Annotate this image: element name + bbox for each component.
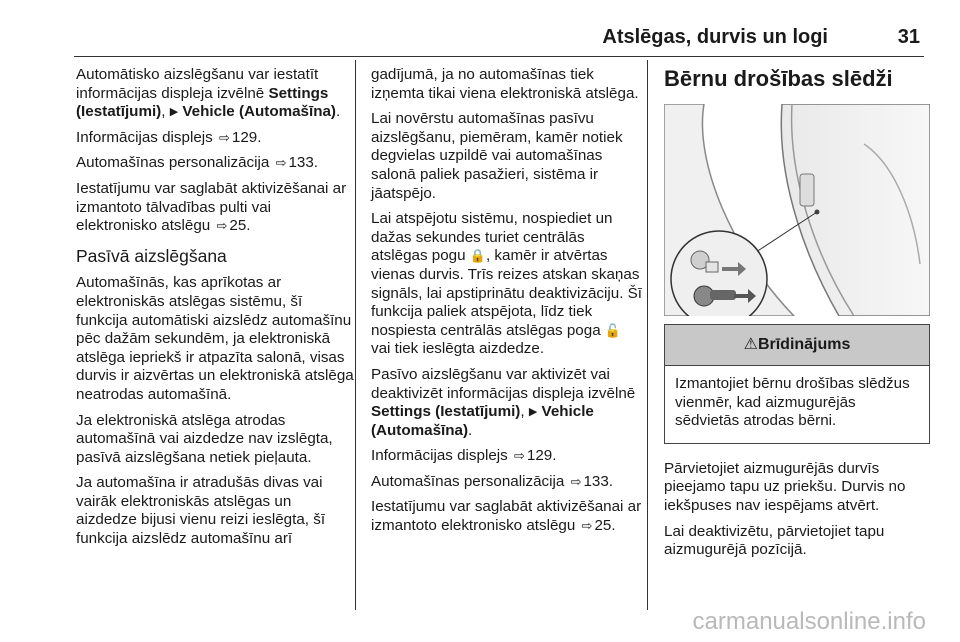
text: Lai atspējotu sistēmu, nospiediet un dažas sekundes turiet centrālās atslēgas pogu (371, 210, 613, 265)
text: , (520, 403, 529, 421)
paragraph: gadījumā, ja no automašīnas tiek izņemta tikai viena elektroniskā atslēga. (371, 66, 639, 102)
paragraph: Lai deaktivizētu, pārvietojiet tapu aizmugurējā pozīcijā. (664, 522, 885, 559)
column-divider (647, 60, 648, 610)
text: Informācijas displejs (76, 128, 213, 146)
page-ref-icon: ⇨ (513, 448, 525, 464)
cross-reference (371, 447, 643, 466)
warning-box (664, 324, 930, 444)
column-2 (371, 66, 643, 543)
paragraph: Pārvietojiet aizmugurējās durvīs pieejamo tapu uz priekšu. Durvis no iekšpuses nav iespējams atvērt. (664, 459, 906, 514)
paragraph (76, 180, 354, 236)
page-header (74, 0, 924, 57)
paragraph: Ja automašīna ir atradušās divas vai vairāk elektroniskās atslēgas un aizdedze bijusi vienu reizi ieslēgta, šī funkcija aizslēdz automašīnu arī (76, 474, 326, 548)
cross-reference (76, 154, 354, 173)
child-lock-illustration (664, 104, 930, 316)
page-number: 31 (897, 26, 920, 48)
text: Pasīvo aizslēgšanu var aktivizēt vai deaktivizēt informācijas displeja izvēlnē (371, 365, 636, 402)
menu-path-settings: Settings (Iestatījumi) (76, 84, 329, 121)
page-ref: 133. (288, 154, 319, 172)
warning-text: Izmantojiet bērnu drošības slēdžus vienmēr, kad aizmugurējās sēdvietās atrodas bērni. (675, 375, 910, 430)
section-heading: Pasīvā aizslēgšana (76, 245, 227, 266)
unlock-icon: 🔓 (604, 322, 622, 338)
lock-icon: 🔒 (469, 248, 486, 264)
page-ref: 133. (583, 472, 614, 490)
column-1 (76, 66, 354, 556)
page-title: Atslēgas, durvis un logi (602, 26, 828, 48)
page-ref-icon: ⇨ (275, 155, 287, 171)
watermark-text: carmanualsonline.info (692, 608, 926, 635)
text: . (468, 421, 473, 439)
text: Automašīnas personalizācija (76, 154, 270, 172)
cross-reference (371, 473, 643, 492)
paragraph (76, 66, 354, 122)
callout-circle (671, 231, 767, 316)
page-ref: 25. (594, 517, 616, 535)
page-ref-icon: ⇨ (570, 473, 582, 489)
text: Automātisko aizslēgšanu var iestatīt informācijas displeja izvēlnē (76, 66, 319, 102)
warning-icon: ⚠ (743, 336, 758, 353)
section-title: Bērnu drošības slēdži (664, 66, 893, 91)
page-ref-icon: ⇨ (216, 218, 228, 234)
door-illustration-svg (664, 104, 930, 316)
child-lock-icon (706, 262, 718, 272)
page-ref: 129. (231, 128, 262, 146)
text: , kamēr ir atvērtas vienas durvis. Trīs reizes atskan skaņas signāls, lai apstiprinātu deaktivizāciju. Šī funkcija paliek atspējota, līdz tiek nospiesta centrālās atslēgas poga (371, 247, 642, 339)
text: Automašīnas personalizācija (371, 472, 565, 490)
menu-path-vehicle: Vehicle (Automašīna) (371, 403, 594, 439)
page-ref-icon: ⇨ (218, 129, 230, 145)
text: Informācijas displejs (371, 447, 508, 465)
warning-title: Brīdinājums (757, 336, 851, 353)
column-3 (664, 66, 930, 567)
lock-lever (710, 290, 736, 300)
menu-arrow-icon: ▶ (169, 106, 179, 119)
paragraph: Lai novērstu automašīnas pasīvu aizslēgšanu, piemēram, kamēr notiek degvielas uzpildē vai automašīnas salonā paliek pasažieri, sistēma ir jāatspējo. (371, 110, 623, 202)
paragraph (371, 210, 643, 359)
page-ref-icon: ⇨ (581, 518, 593, 534)
text: , (161, 103, 170, 121)
page-ref: 129. (526, 447, 557, 465)
menu-arrow-icon: ▶ (528, 406, 538, 419)
paragraph (371, 498, 643, 535)
menu-path-settings: Settings (Iestatījumi) (371, 403, 521, 421)
column-divider (355, 60, 356, 610)
warning-header (665, 325, 929, 366)
menu-path-vehicle: Vehicle (Automašīna) (182, 103, 336, 121)
paragraph (371, 366, 643, 440)
text: . (336, 103, 341, 121)
paragraph: Automašīnās, kas aprīkotas ar elektroniskās atslēgas sistēmu, šī funkcija automātiski aizslēdz automašīnu pēc dažām sekundēm, ja elektroniskā atslēga iepriekš ir atpazīta salonā, visas durvis ir aizvērtas un elektroniskā atslēga neatrodas automašīnā. (76, 274, 354, 403)
cross-reference (76, 129, 354, 148)
door-latch (800, 174, 814, 206)
text: vai tiek ieslēgta aizdedze. (371, 340, 545, 358)
text: Iestatījumu var saglabāt aktivizēšanai ar izmantoto elektronisko atslēgu (371, 498, 642, 535)
paragraph: Ja elektroniskā atslēga atrodas automašīnā vai aizdedze nav izslēgta, pasīvā aizslēgšana netiek pieļauta. (76, 411, 333, 466)
text: Iestatījumu var saglabāt aktivizēšanai ar izmantoto tālvadības pulti vai elektronisko atslēgu (76, 179, 347, 235)
page-ref: 25. (229, 217, 251, 235)
